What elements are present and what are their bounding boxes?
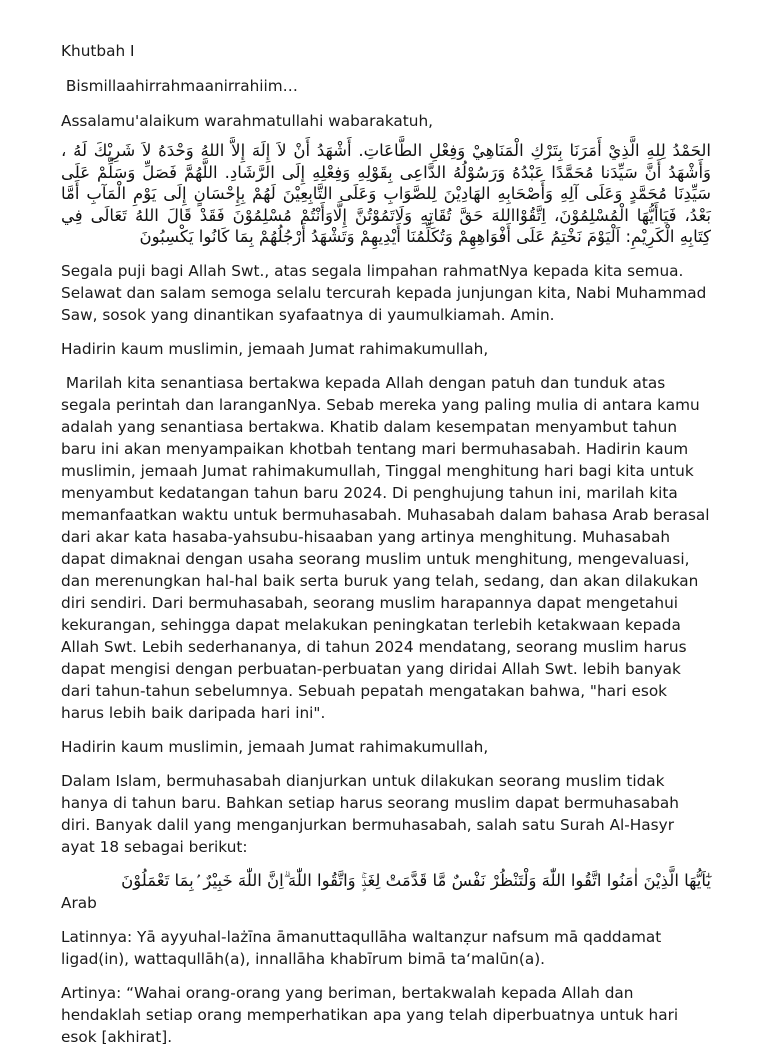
salam-line: Assalamu'alaikum warahmatullahi wabarakatuh, xyxy=(61,112,434,130)
document-body xyxy=(61,40,715,1060)
paragraph-muhasabah: Marilah kita senantiasa bertakwa kepada Allah dengan patuh dan tunduk atas segala perintah dan laranganNya. Sebab mereka yang paling mulia di antara kamu adalah yang senantiasa bertakwa. Khatib dalam kesempatan menyambut tahun baru ini akan menyampaikan khotbah tentang mari bermuhasabah. Hadirin kaum muslimin, jemaah Jumat rahimakumullah, Tinggal menghitung hari bagi kita untuk menyambut kedatangan tahun baru 2024. Di penghujung tahun ini, marilah kita memanfaatkan waktu untuk bermuhasabah. Muhasabah dalam bahasa Arab berasal dari akar kata hasaba-yahsubu-hisaaban yang artinya menghitung. Muhasabah dapat dimaknai dengan usaha seorang muslim untuk menghitung, mengevaluasi, dan merenungkan hal-hal baik serta buruk yang telah, sedang, dan akan dilakukan diri sendiri. Dari bermuhasabah, seorang muslim harapannya dapat mengetahui kekurangan, sehingga dapat melakukan peningkatan terlebih ketakwaan kepada Allah Swt. Lebih sederhananya, di tahun 2024 mendatang, seorang muslim harus dapat mengisi dengan perbuatan-perbuatan yang diridai Allah Swt. lebih banyak dari tahun-tahun sebelumnya. Sebuah pepatah mengatakan bahwa, "hari esok harus lebih baik daripada hari ini". xyxy=(61,373,715,722)
hadirin-greeting: Hadirin kaum muslimin, jemaah Jumat rahimakumullah, xyxy=(61,339,489,358)
document-title: Khutbah I xyxy=(61,42,135,60)
latin-transliteration: Latinnya: Yā ayyuhal-lażīna āmanuttaqullāha waltanẓur nafsum mā qaddamat ligad(in), wattaqullāh(a), innallāha khabīrum bimā ta‘malūn(a). xyxy=(61,927,662,968)
arabic-ayat-text: يٰٓاَيُّهَا الَّذِيْنَ اٰمَنُوا اتَّقُوا اللّٰهَ وَلْتَنْظُرْ نَفْسٌ مَّا قَدَّمَتْ لِغَدٍۚ وَاتَّقُوا اللّٰهَ ۗاِنَّ اللّٰهَ خَبِيْرٌ ۢبِمَا تَعْمَلُوْنَ xyxy=(121,870,711,890)
basmalah-line: Bismillaahirrahmaanirrahiim… xyxy=(61,77,298,95)
arab-label: Arab xyxy=(61,893,97,912)
translation-text: Artinya: “Wahai orang-orang yang beriman, bertakwalah kepada Allah dan hendaklah setiap orang memperhatikan apa yang telah diperbuatnya untuk hari esok [akhirat]. xyxy=(61,983,679,1046)
arabic-opening-text: الحَمْدُ لِلهِ الَّذِيْ أَمَرَنَا بِتَرْكِ الْمَنَاهِيْ وَفِعْلِ الطَّاعَاتِ. أَشْهَدُ أَنْ لاَ إِلَهَ إِلاَّ اللهُ وَحْدَهُ لاَ شَرِيْكَ لَهُ ، وَأَشْهَدُ أَنَّ سَيِّدَنا مُحَمَّدًا عَبْدُهُ وَرَسُوْلُهُ الدَّاعِى بِقَوْلِهِ وَفِعْلِهِ إِلَى الرَّشَادِ. اللَّهُمَّ فَصَلِّ وَسَلِّمْ عَلَى سَيِّدِنَا مُحَمَّدٍ وَعَلَى آلِهِ وَأَصْحَابِهِ الهَادِيْنَ لِلصَّوَابِ وَعَلَى التَّابِعِيْنَ لَهُمْ بِإِحْسَانٍ إِلَى يَوْمِ الْمَآبِ أَمَّا بَعْدُ، فَيَاأَيُّهَا الْمُسْلِمُوْنَ، اِتَّقُوْااللهَ حَقَّ تُقَاتِهِ وَلَاتَمُوْتُنَّ إِلَّاوَأَنْتُمْ مُسْلِمُوْنَ فَقَدْ قَالَ اللهُ تَعَالَى فِي كِتَابِهِ الْكَرِيْمِ: اَلْيَوْمَ نَخْتِمُ عَلَى أَفْوَاهِهِمْ وَتُكَلِّمُنَا أَيْدِيهِمْ وَتَشْهَدُ أَرْجُلُهُمْ بِمَا كَانُوا يَكْسِبُونَ xyxy=(61,141,711,246)
hadirin-greeting-second: Hadirin kaum muslimin, jemaah Jumat rahimakumullah, xyxy=(61,737,489,756)
paragraph-dalil: Dalam Islam, bermuhasabah dianjurkan untuk dilakukan seorang muslim tidak hanya di tahun baru. Bahkan setiap harus seorang muslim dapat bermuhasabah diri. Banyak dalil yang menganjurkan bermuhasabah, salah satu Surah Al-Hasyr ayat 18 sebagai berikut: xyxy=(61,771,679,856)
paragraph-opening-praise: Segala puji bagi Allah Swt., atas segala limpahan rahmatNya kepada kita semua. Selawat dan salam semoga selalu tercurah kepada junjungan kita, Nabi Muhammad Saw, sosok yang dinantikan syafaatnya di yaumulkiamah. Amin. xyxy=(61,261,707,324)
